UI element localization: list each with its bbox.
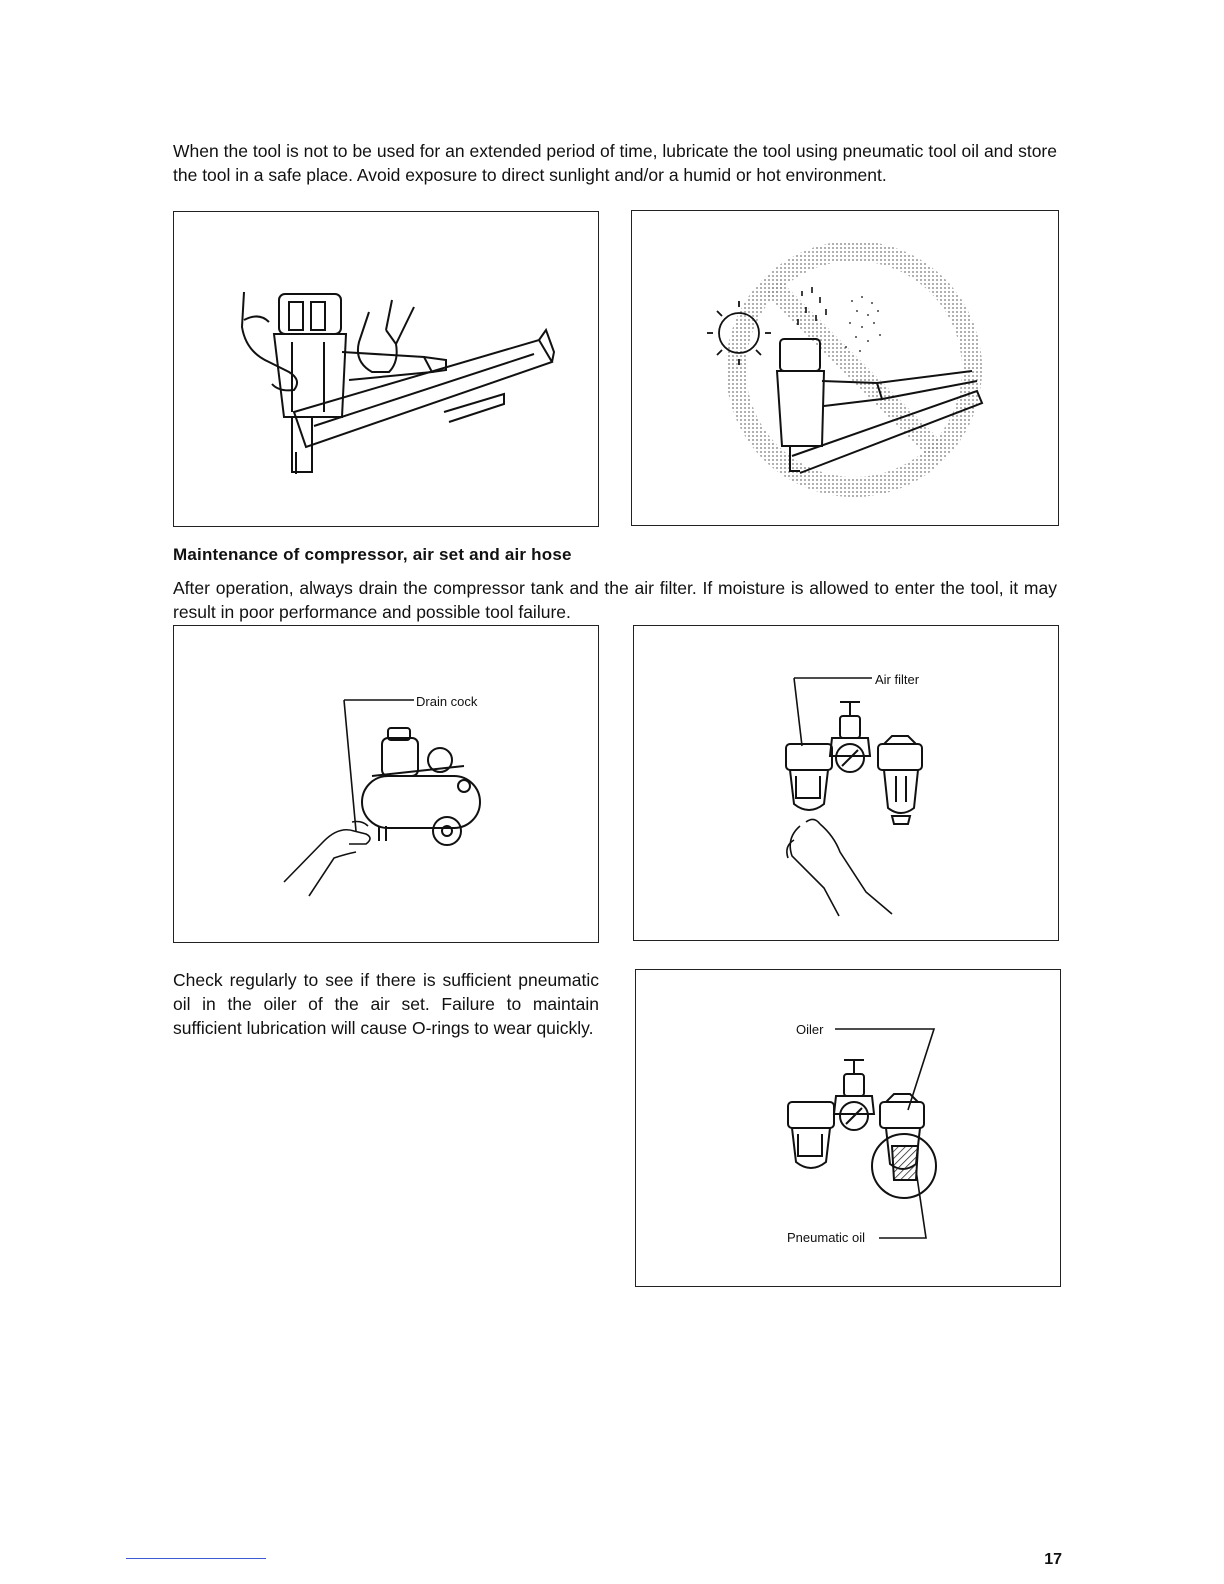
figure-lubricate-tool bbox=[173, 211, 599, 527]
pneumatic-oil-label: Pneumatic oil bbox=[787, 1230, 866, 1245]
hand-icon bbox=[787, 819, 892, 916]
footer-rule bbox=[126, 1558, 266, 1559]
hand-icon bbox=[284, 822, 370, 897]
air-filter-illustration bbox=[634, 626, 1058, 940]
maintenance-paragraph: After operation, always drain the compressor tank and the air filter. If moisture is allowed to enter the tool, it may result in poor performance and possible tool failure. bbox=[173, 578, 1057, 622]
compressor-icon bbox=[362, 728, 480, 845]
figure-drain-cock bbox=[173, 625, 599, 943]
no-sun-humidity-illustration bbox=[632, 211, 1058, 525]
page-number: 17 bbox=[1044, 1551, 1062, 1568]
oiler-illustration bbox=[636, 970, 1060, 1286]
humidity-icon bbox=[845, 296, 881, 352]
figure-air-filter bbox=[633, 625, 1059, 941]
figure-oiler bbox=[635, 969, 1061, 1287]
figure-avoid-sun-humidity bbox=[631, 210, 1059, 526]
oiler-label: Oiler bbox=[796, 1022, 824, 1037]
compressor-illustration bbox=[174, 626, 598, 942]
oil-check-paragraph: Check regularly to see if there is sufficient pneumatic oil in the oiler of the air set. Failure to maintain sufficient lubrication will cause O-rings to wear quickly. bbox=[173, 970, 599, 1038]
nailer-lubrication-illustration bbox=[174, 212, 598, 526]
maintenance-heading: Maintenance of compressor, air set and air hose bbox=[173, 545, 572, 564]
air-set-icon bbox=[786, 702, 922, 824]
air-set-icon bbox=[788, 1060, 936, 1198]
storage-paragraph: When the tool is not to be used for an extended period of time, lubricate the tool using pneumatic tool oil and store the tool in a safe place. Avoid exposure to direct sunlight and/or a humid or hot environment. bbox=[173, 141, 1057, 185]
drain-cock-label: Drain cock bbox=[416, 694, 478, 709]
air-filter-label: Air filter bbox=[875, 672, 920, 687]
